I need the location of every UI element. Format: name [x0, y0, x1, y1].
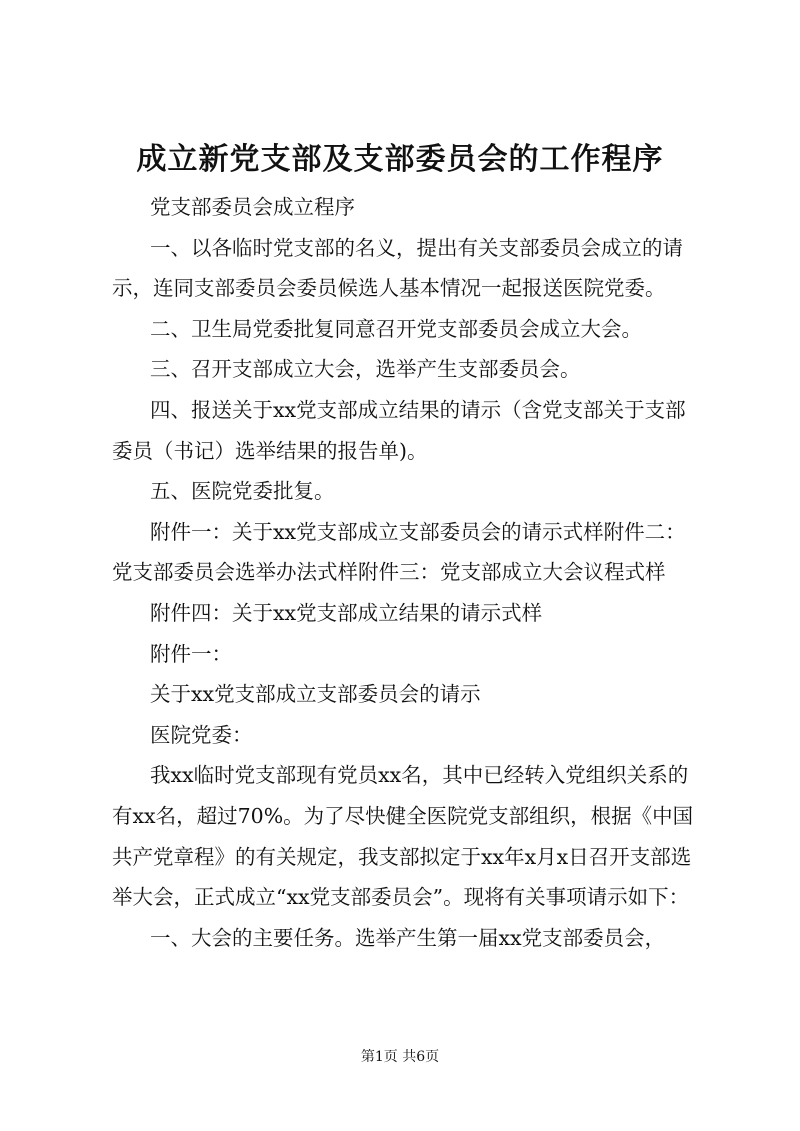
paragraph-request-title: 关于xx党支部成立支部委员会的请示	[150, 682, 481, 707]
paragraph-step-5: 五、医院党委批复。	[150, 479, 335, 504]
paragraph-step-1: 一、以各临时党支部的名义，提出有关支部委员会成立的请示，连同支部委员会委员候选人基本情况一起报送医院党委。	[112, 235, 683, 301]
document-title: 成立新党支部及支部委员会的工作程序	[136, 142, 664, 177]
document-body	[112, 187, 702, 958]
paragraph-addressee: 医院党委：	[150, 722, 253, 747]
paragraph-attachment-4: 附件四：关于xx党支部成立结果的请示式样	[150, 600, 543, 625]
paragraph-section-heading: 党支部委员会成立程序	[150, 195, 355, 219]
paragraph-meeting-tasks: 一、大会的主要任务。选举产生第一届xx党支部委员会，	[150, 925, 666, 950]
paragraph-step-4: 四、报送关于xx党支部成立结果的请示（含党支部关于支部委员（书记）选举结果的报告单)。	[112, 397, 686, 463]
paragraph-attachment-1-label: 附件一：	[150, 641, 232, 666]
paragraph-step-3: 三、召开支部成立大会，选举产生支部委员会。	[150, 357, 581, 382]
paragraph-request-body: 我xx临时党支部现有党员xx名，其中已经转入党组织关系的有xx名，超过70%。为了尽快健全医院党支部组织，根据《中国共产党章程》的有关规定，我支部拟定于xx年x月x日召开支部选举大会，正式成立“xx党支部委员会”。现将有关事项请示如下：	[112, 763, 694, 910]
paragraph-attachments-list: 附件一：关于xx党支部成立支部委员会的请示式样附件二：党支部委员会选举办法式样附件三：党支部成立大会议程式样	[112, 519, 686, 585]
page-number-footer: 第1页 共6页	[360, 1049, 440, 1065]
paragraph-step-2: 二、卫生局党委批复同意召开党支部委员会成立大会。	[150, 316, 642, 341]
